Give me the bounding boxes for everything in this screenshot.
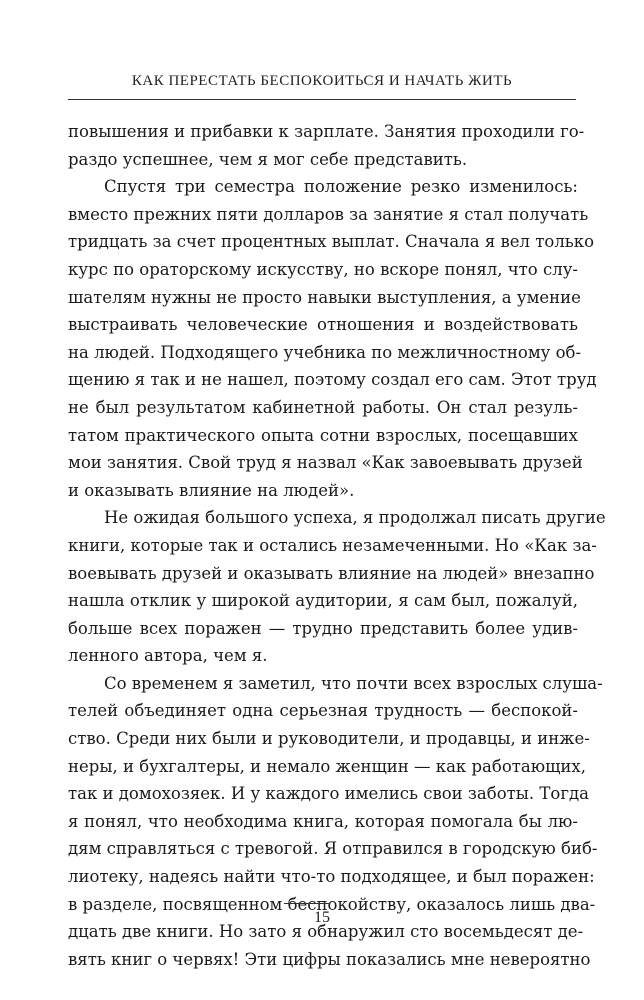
folio-rule — [284, 903, 330, 904]
text-line: раздо успешнее, чем я мог себе представить. — [68, 149, 468, 169]
text-line: дцать две книги. Но зато я обнаружил сто восемьдесят де- — [68, 922, 584, 942]
body-text — [68, 118, 606, 973]
paragraph-first-line: Спустя три семестра положение резко изменилось: — [104, 177, 578, 197]
text-line: больше всех поражен — трудно представить более удив- — [68, 618, 578, 638]
text-line: на людей. Подходящего учебника по межличностному об- — [68, 342, 582, 362]
running-head: КАК ПЕРЕСТАТЬ БЕСПОКОИТЬСЯ И НАЧАТЬ ЖИТЬ — [131, 73, 513, 89]
text-line: дям справляться с тревогой. Я отправился в городскую биб- — [68, 839, 598, 859]
text-line: шателям нужны не просто навыки выступления, а умение — [68, 287, 581, 307]
text-line: в разделе, посвященном беспокойству, оказалось лишь два- — [68, 894, 596, 914]
text-line: выстраивать человеческие отношения и воздействовать — [68, 315, 578, 335]
text-line: воевывать друзей и оказывать влияние на людей» внезапно — [68, 563, 595, 583]
page-number: 15 — [314, 909, 330, 926]
text-line: лиотеку, надеясь найти что-то подходящее, и был поражен: — [68, 867, 595, 887]
paragraph-first-line: Со временем я заметил, что почти всех взрослых слуша- — [104, 673, 603, 693]
text-line: курс по ораторскому искусству, но вскоре понял, что слу- — [68, 259, 578, 279]
text-line: повышения и прибавки к зарплате. Занятия проходили го- — [68, 122, 585, 141]
text-line: телей объединяет одна серьезная трудность — беспокой- — [68, 701, 578, 721]
text-line: вять книг о червях! Эти цифры показались мне невероятно — [68, 949, 591, 969]
text-line: книги, которые так и остались незамеченными. Но «Как за- — [68, 535, 597, 555]
text-line: так и домохозяек. И у каждого имелись свои заботы. Тогда — [68, 784, 589, 804]
text-line: татом практического опыта сотни взрослых, посещавших — [68, 425, 578, 445]
text-line: не был результатом кабинетной работы. Он стал резуль- — [68, 397, 578, 417]
text-line: ленного автора, чем я. — [68, 646, 268, 666]
text-line: неры, и бухгалтеры, и немало женщин — как работающих, — [68, 756, 586, 776]
text-line: щению я так и не нашел, поэтому создал его сам. Этот труд — [68, 370, 597, 390]
text-line: тридцать за счет процентных выплат. Сначала я вел только — [68, 232, 595, 252]
text-line: и оказывать влияние на людей». — [68, 480, 355, 500]
text-line: я понял, что необходима книга, которая помогала бы лю- — [68, 811, 578, 831]
text-line: вместо прежних пяти долларов за занятие я стал получать — [68, 204, 589, 224]
text-line: нашла отклик у широкой аудитории, я сам был, пожалуй, — [68, 591, 578, 611]
paragraph-first-line: Не ожидая большого успеха, я продолжал писать другие — [104, 508, 606, 528]
text-line: мои занятия. Свой труд я назвал «Как завоевывать друзей — [68, 453, 583, 473]
header-rule — [68, 99, 576, 100]
text-line: ство. Среди них были и руководители, и продавцы, и инже- — [68, 729, 590, 749]
